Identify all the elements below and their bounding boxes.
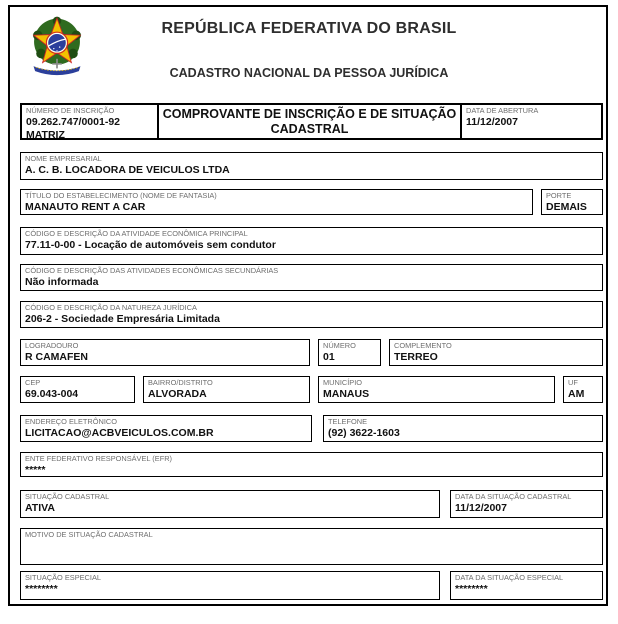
field-value: 77.11-0-00 - Locação de automóveis sem condutor	[25, 238, 276, 251]
field-nome-empresarial	[20, 152, 603, 180]
field-motivo-situacao	[20, 528, 603, 565]
document-title-line1: COMPROVANTE DE INSCRIÇÃO E DE SITUAÇÃO	[162, 107, 457, 122]
field-data-abertura	[462, 105, 601, 138]
field-value: 09.262.747/0001-92	[26, 115, 121, 128]
field-bairro	[143, 376, 310, 403]
field-value: ATIVA	[25, 501, 55, 514]
field-natureza-juridica	[20, 301, 603, 328]
field-label: SITUAÇÃO CADASTRAL	[25, 492, 110, 501]
field-value: MANAUS	[323, 387, 370, 400]
field-label: ENTE FEDERATIVO RESPONSÁVEL (EFR)	[25, 454, 173, 463]
field-label: LOGRADOURO	[25, 341, 79, 350]
field-value: 206-2 - Sociedade Empresária Limitada	[25, 312, 220, 325]
field-label: DATA DE ABERTURA	[466, 106, 539, 115]
field-value: AM	[568, 387, 585, 400]
field-complemento	[389, 339, 603, 366]
document-title-line2: CADASTRAL	[270, 121, 349, 136]
field-label: CÓDIGO E DESCRIÇÃO DAS ATIVIDADES ECONÔMICAS SECUNDÁRIAS	[25, 266, 279, 275]
field-value: DEMAIS	[546, 200, 587, 213]
document-title-box	[159, 105, 462, 138]
field-value: 11/12/2007	[466, 115, 518, 128]
field-data-situacao-especial	[450, 571, 603, 600]
field-uf	[563, 376, 603, 403]
field-nome-fantasia	[20, 189, 533, 215]
field-municipio	[318, 376, 555, 403]
field-label: NOME EMPRESARIAL	[25, 154, 102, 163]
field-label: CÓDIGO E DESCRIÇÃO DA ATIVIDADE ECONÔMICA PRINCIPAL	[25, 229, 248, 238]
field-label: COMPLEMENTO	[394, 341, 452, 350]
field-value: LICITACAO@ACBVEICULOS.COM.BR	[25, 426, 214, 439]
field-value: Não informada	[25, 275, 99, 288]
field-value: 11/12/2007	[455, 501, 507, 514]
field-label: CÓDIGO E DESCRIÇÃO DA NATUREZA JURÍDICA	[25, 303, 197, 312]
field-value: (92) 3622-1603	[328, 426, 400, 439]
field-value: MANAUTO RENT A CAR	[25, 200, 146, 213]
field-value: R CAMAFEN	[25, 350, 88, 363]
field-label: TELEFONE	[328, 417, 368, 426]
field-label: BAIRRO/DISTRITO	[148, 378, 213, 387]
field-atividade-principal	[20, 227, 603, 255]
field-label: CEP	[25, 378, 41, 387]
country-title: REPÚBLICA FEDERATIVA DO BRASIL	[161, 20, 457, 37]
field-porte	[541, 189, 603, 215]
field-label: NÚMERO	[323, 341, 356, 350]
field-efr	[20, 452, 603, 477]
field-data-situacao-cadastral	[450, 490, 603, 518]
field-value: *****	[25, 463, 46, 476]
field-numero-inscricao	[22, 105, 159, 141]
field-label: DATA DA SITUAÇÃO CADASTRAL	[455, 492, 572, 501]
field-numero	[318, 339, 381, 366]
field-label: MUNICÍPIO	[323, 378, 363, 387]
field-logradouro	[20, 339, 310, 366]
header-info-strip	[20, 103, 603, 140]
field-value: 69.043-004	[25, 387, 79, 400]
field-telefone	[323, 415, 603, 442]
field-label: PORTE	[546, 191, 572, 200]
field-cep	[20, 376, 135, 403]
field-value-matriz: MATRIZ	[26, 128, 65, 141]
field-atividades-secundarias	[20, 264, 603, 291]
field-situacao-especial	[20, 571, 440, 600]
field-value: ALVORADA	[148, 387, 207, 400]
field-value: A. C. B. LOCADORA DE VEICULOS LTDA	[25, 163, 230, 176]
field-value: 01	[323, 350, 335, 363]
field-value: TERREO	[394, 350, 438, 363]
field-label: UF	[568, 378, 578, 387]
field-label: ENDEREÇO ELETRÔNICO	[25, 417, 117, 426]
field-label: TÍTULO DO ESTABELECIMENTO (NOME DE FANTASIA)	[25, 191, 217, 200]
field-label: NÚMERO DE INSCRIÇÃO	[26, 106, 115, 115]
registry-title: CADASTRO NACIONAL DA PESSOA JURÍDICA	[169, 66, 449, 80]
field-endereco-eletronico	[20, 415, 312, 442]
field-value: ********	[25, 582, 58, 595]
field-label: MOTIVO DE SITUAÇÃO CADASTRAL	[25, 530, 153, 539]
field-label: SITUAÇÃO ESPECIAL	[25, 573, 101, 582]
field-label: DATA DA SITUAÇÃO ESPECIAL	[455, 573, 564, 582]
field-value: ********	[455, 582, 488, 595]
field-situacao-cadastral	[20, 490, 440, 518]
